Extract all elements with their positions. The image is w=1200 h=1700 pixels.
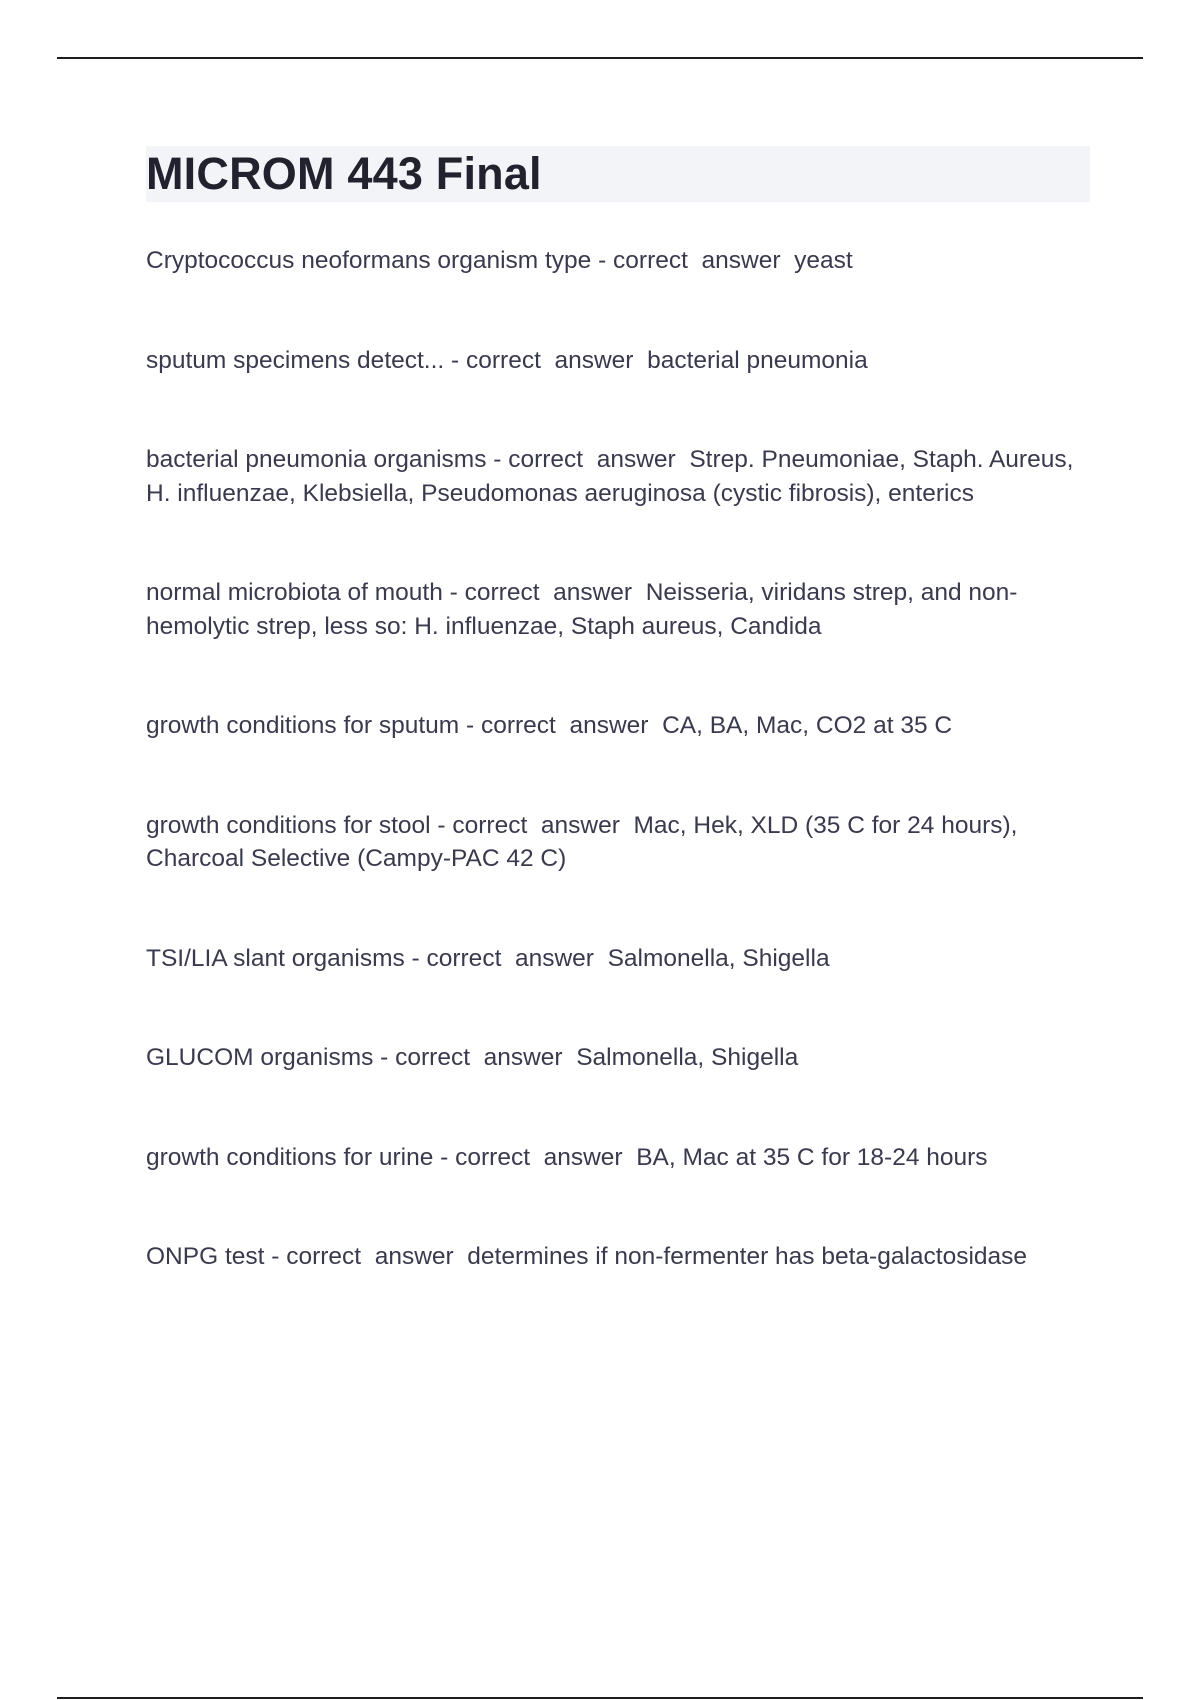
document-body [146,146,1090,1340]
flashcard-item: bacterial pneumonia organisms - correct answer Strep. Pneumoniae, Staph. Aureus, H. influenzae, Klebsiella, Pseudomonas aeruginosa (cystic fibrosis), enterics [146,446,1081,507]
flashcard-item: growth conditions for stool - correct answer Mac, Hek, XLD (35 C for 24 hours), Charcoal Selective (Campy-PAC 42 C) [146,811,1025,872]
bottom-rule [57,1697,1143,1699]
flashcard-item: normal microbiota of mouth - correct answer Neisseria, viridans strep, and non-hemolytic strep, less so: H. influenzae, Staph aureus, Candida [146,579,1018,640]
document-title: MICROM 443 Final [146,148,542,199]
flashcard-item: sputum specimens detect... - correct answer bacterial pneumonia [146,346,868,374]
flashcard-item: TSI/LIA slant organisms - correct answer Salmonella, Shigella [146,944,830,972]
flashcard-item: GLUCOM organisms - correct answer Salmonella, Shigella [146,1044,799,1071]
flashcard-item: growth conditions for urine - correct answer BA, Mac at 35 C for 18-24 hours [146,1143,988,1171]
flashcard-item: growth conditions for sputum - correct answer CA, BA, Mac, CO2 at 35 C [146,712,953,739]
flashcard-item: Cryptococcus neoformans organism type - correct answer yeast [146,247,853,274]
flashcard-item: ONPG test - correct answer determines if non-fermenter has beta-galactosidase [146,1243,1028,1270]
title-band [146,146,1090,202]
top-rule [57,57,1143,59]
